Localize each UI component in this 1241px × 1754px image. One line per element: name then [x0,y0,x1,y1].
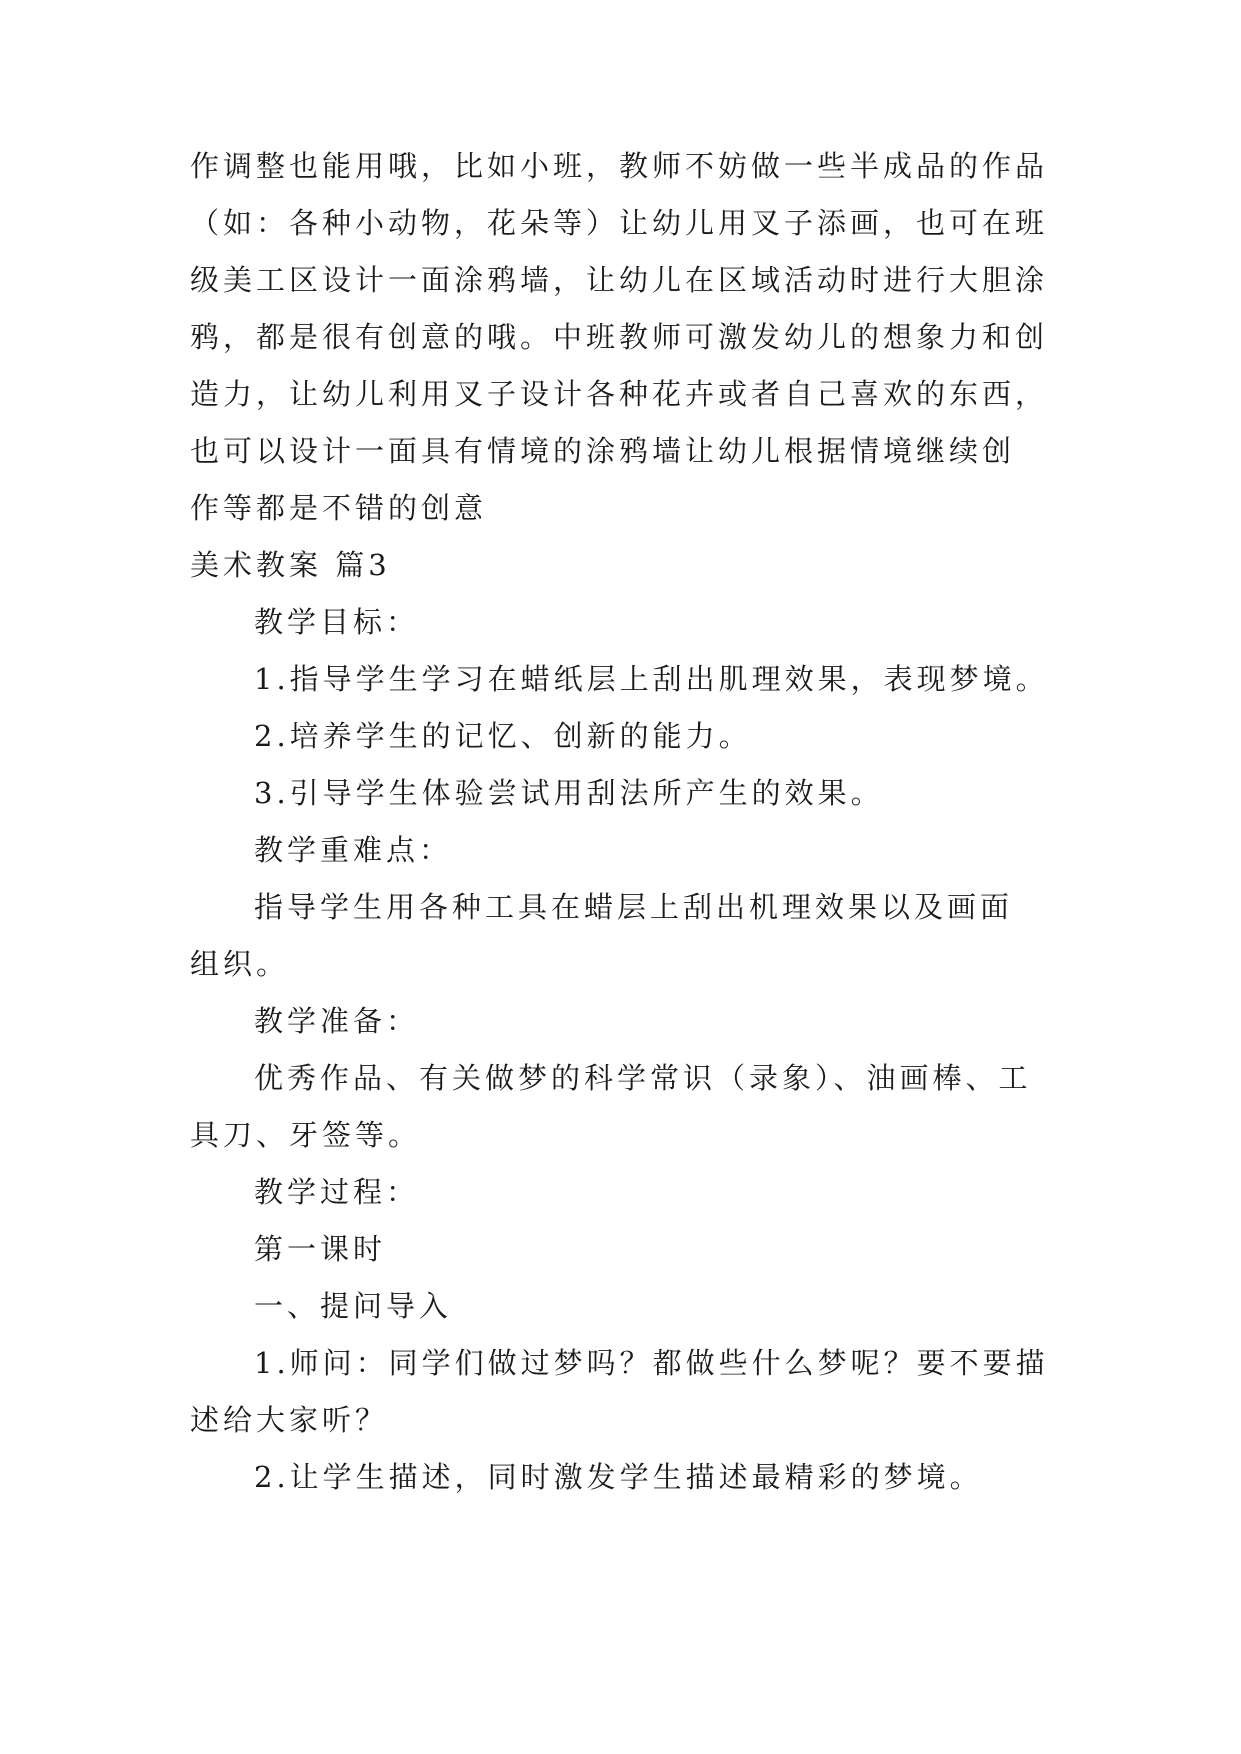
paragraph-line: 优秀作品、有关做梦的科学常识（录象）、油画棒、工 [254,1061,1032,1095]
paragraph-line: 指导学生用各种工具在蜡层上刮出机理效果以及画面 [254,890,1014,924]
list-item: 3.引导学生体验尝试用刮法所产生的效果。 [254,776,884,810]
paragraph-line: 述给大家听？ [190,1403,389,1437]
step-heading: 一、提问导入 [254,1289,453,1323]
subheading-key-points: 教学重难点： [254,833,453,867]
paragraph-line: 级美工区设计一面涂鸦墙，让幼儿在区域活动时进行大胆涂 [190,263,1049,297]
paragraph-line: 作等都是不错的创意 [190,491,488,525]
list-item: 2.让学生描述，同时激发学生描述最精彩的梦境。 [254,1460,983,1494]
paragraph-line: 鸦，都是很有创意的哦。中班教师可激发幼儿的想象力和创 [190,320,1049,354]
subheading-teaching-goals: 教学目标： [254,605,420,639]
paragraph-line: 造力，让幼儿利用叉子设计各种花卉或者自己喜欢的东西， [190,377,1049,411]
list-item: 1.师问：同学们做过梦吗？都做些什么梦呢？要不要描 [254,1346,1049,1380]
subheading-process: 教学过程： [254,1175,420,1209]
paragraph-line: （如：各种小动物，花朵等）让幼儿用叉子添画，也可在班 [190,206,1049,240]
paragraph-line: 具刀、牙签等。 [190,1118,422,1152]
section-heading: 美术教案 篇3 [190,548,391,582]
paragraph-line: 作调整也能用哦，比如小班，教师不妨做一些半成品的作品 [190,149,1049,183]
paragraph-line: 组织。 [190,947,290,981]
paragraph-line: 也可以设计一面具有情境的涂鸦墙让幼儿根据情境继续创 [190,434,1016,468]
list-item: 2.培养学生的记忆、创新的能力。 [254,719,752,753]
list-item: 1.指导学生学习在蜡纸层上刮出肌理效果，表现梦境。 [254,662,1049,696]
subheading-preparation: 教学准备： [254,1004,420,1038]
lesson-label: 第一课时 [254,1232,387,1266]
